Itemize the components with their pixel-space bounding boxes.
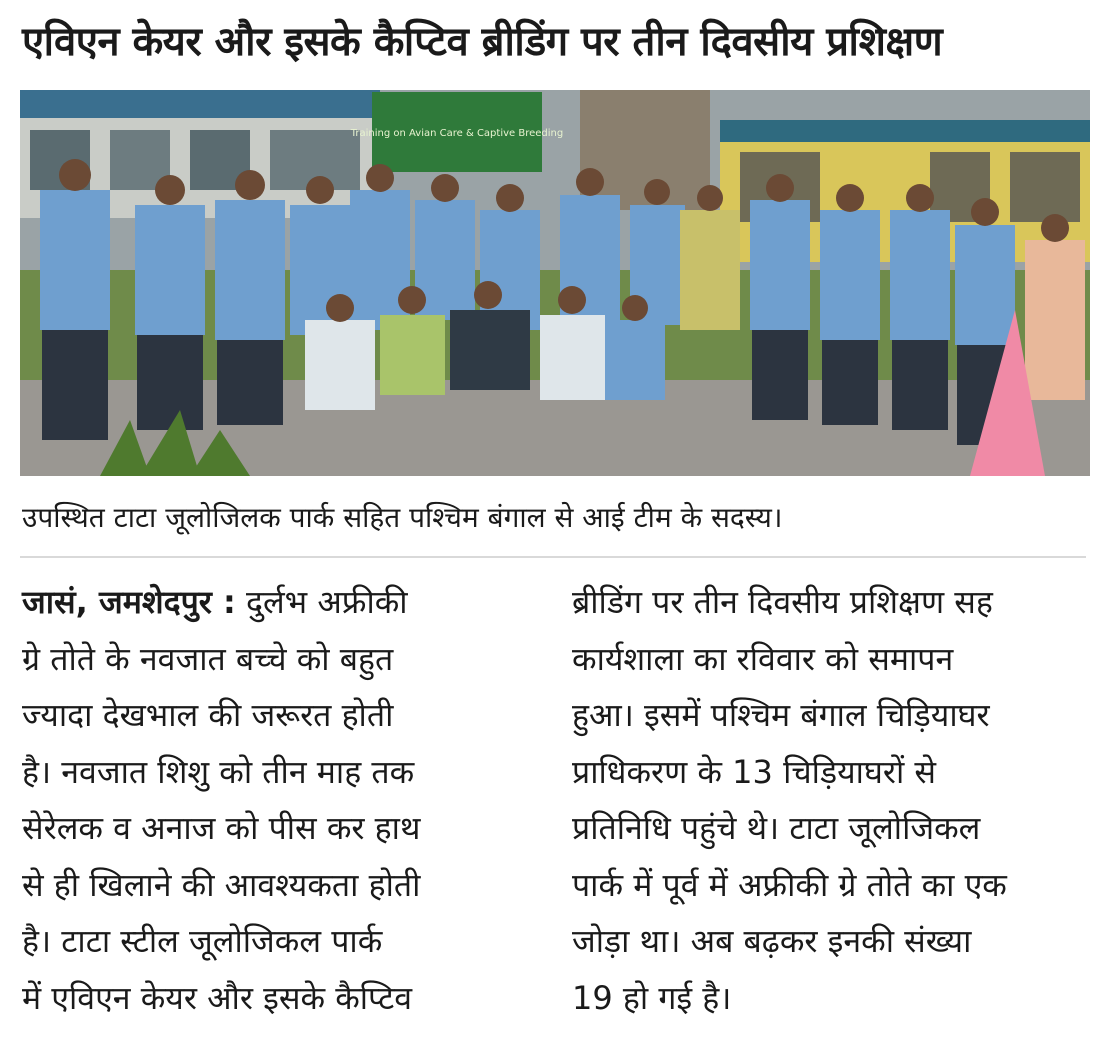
photo-caption: उपस्थित टाटा जूलोजिलक पार्क सहित पश्चिम बंगाल से आई टीम के सदस्य। <box>22 501 783 534</box>
article-line: ज्यादा देखभाल की जरूरत होती <box>22 696 394 734</box>
article-line: कार्यशाला का रविवार को समापन <box>572 639 954 678</box>
article-line: हुआ। इसमें पश्चिम बंगाल चिड़ियाघर <box>572 696 990 734</box>
banner-text: Training on Avian Care & Captive Breeding <box>350 128 564 139</box>
article-column-right <box>572 574 1084 1026</box>
article-line: जोड़ा था। अब बढ़कर इनकी संख्या <box>572 922 972 960</box>
article-line: है। टाटा स्टील जूलोजिकल पार्क <box>22 922 383 960</box>
article-line: प्रतिनिधि पहुंचे थे। टाटा जूलोजिकल <box>572 809 981 847</box>
article-line: ब्रीडिंग पर तीन दिवसीय प्रशिक्षण सह <box>572 583 993 621</box>
article-line: प्राधिकरण के 13 चिड़ियाघरों से <box>572 752 937 791</box>
article-line: सेरेलक व अनाज को पीस कर हाथ <box>22 809 421 847</box>
article-line: से ही खिलाने की आवश्यकता होती <box>22 865 421 904</box>
dateline: जासं, जमशेदपुर : <box>22 583 236 621</box>
article-line: है। नवजात शिशु को तीन माह तक <box>22 752 415 791</box>
article-line: जासं, जमशेदपुर : दुर्लभ अफ्रीकी <box>22 583 408 621</box>
group-photo <box>20 90 1090 476</box>
article-line: 19 हो गई है। <box>572 978 732 1017</box>
article-line: पार्क में पूर्व में अफ्रीकी ग्रे तोते का एक <box>572 865 1007 904</box>
article-line: में एविएन केयर और इसके कैप्टिव <box>22 978 412 1017</box>
article-line: ग्रे तोते के नवजात बच्चे को बहुत <box>22 639 394 678</box>
article-column-left <box>22 574 522 1026</box>
headline: एविएन केयर और इसके कैप्टिव ब्रीडिंग पर तीन दिवसीय प्रशिक्षण <box>22 19 943 65</box>
caption-divider <box>20 556 1086 558</box>
